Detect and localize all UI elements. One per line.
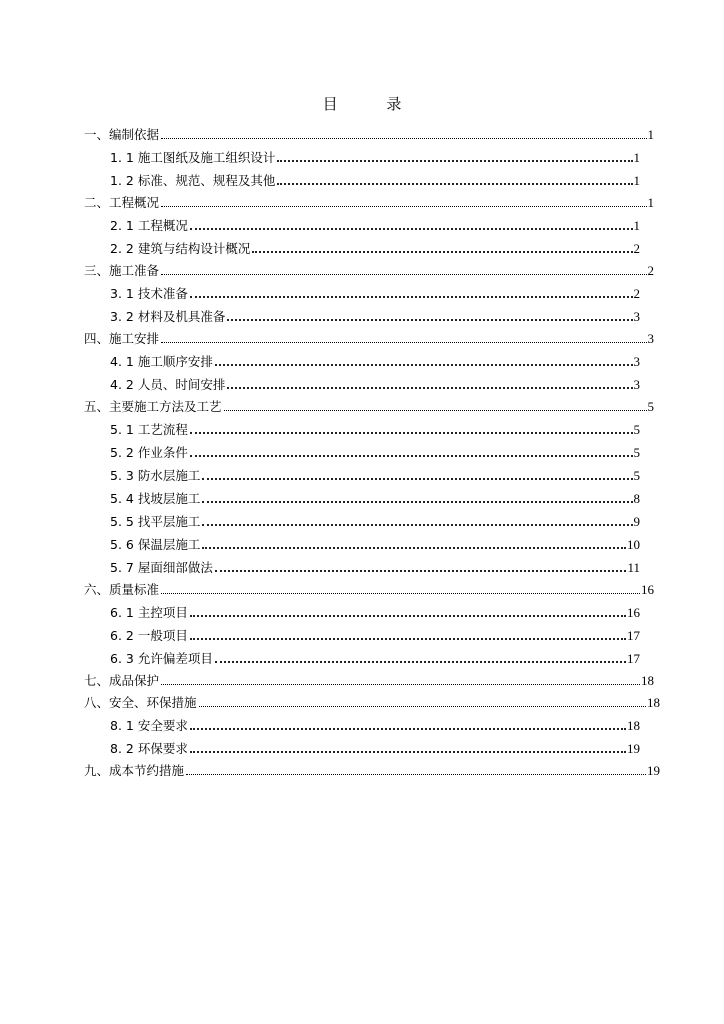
toc-page-number: 5	[647, 399, 654, 414]
toc-page-number: 3	[633, 377, 640, 392]
toc-section-entry[interactable]	[84, 392, 654, 414]
toc-subsection-entry[interactable]	[84, 301, 640, 324]
toc-entry-label: 5. 5 找平层施工	[110, 514, 201, 529]
toc-entry-label: 五、主要施工方法及工艺	[84, 399, 222, 414]
toc-dot-leader	[190, 296, 633, 298]
toc-entry-label: 3. 1 技术准备	[110, 286, 188, 301]
toc-entry-label: 5. 2 作业条件	[110, 445, 188, 460]
toc-page-number: 3	[647, 331, 654, 346]
toc-page-number: 3	[633, 354, 640, 369]
toc-section-entry[interactable]	[84, 756, 660, 778]
toc-page-number: 5	[633, 445, 640, 460]
toc-title: 目 录	[322, 95, 424, 113]
toc-entry-label: 8. 2 环保要求	[110, 741, 188, 756]
toc-dot-leader	[190, 228, 633, 230]
toc-dot-leader	[199, 706, 646, 707]
toc-entry-label: 6. 2 一般项目	[110, 628, 188, 643]
toc-dot-leader	[215, 570, 627, 572]
toc-entry-label: 六、质量标准	[84, 582, 160, 597]
toc-subsection-entry[interactable]	[84, 142, 640, 165]
toc-page-number: 2	[633, 286, 640, 301]
toc-dot-leader	[161, 342, 646, 343]
toc-dot-leader	[161, 138, 646, 139]
toc-entry-label: 2. 2 建筑与结构设计概况	[110, 241, 251, 256]
toc-entry-label: 1. 1 施工图纸及施工组织设计	[110, 150, 276, 165]
toc-section-entry[interactable]	[84, 666, 654, 688]
toc-entry-label: 三、施工准备	[84, 263, 160, 278]
toc-entry-label: 八、安全、环保措施	[84, 695, 197, 710]
toc-dot-leader	[161, 274, 646, 275]
toc-page-number: 19	[647, 763, 660, 778]
toc-entry-label: 一、编制依据	[84, 127, 160, 142]
toc-page-number: 10	[627, 537, 640, 552]
toc-page-number: 16	[641, 582, 654, 597]
toc-page-number: 5	[633, 422, 640, 437]
toc-dot-leader	[190, 455, 633, 457]
toc-page-number: 19	[627, 741, 640, 756]
toc-subsection-entry[interactable]	[84, 278, 640, 301]
toc-page-number: 17	[627, 628, 640, 643]
toc-dot-leader	[186, 774, 646, 775]
toc-page-number: 3	[633, 309, 640, 324]
toc-entry-label: 4. 2 人员、时间安排	[110, 377, 226, 392]
toc-subsection-entry[interactable]	[84, 733, 640, 756]
toc-dot-leader	[202, 524, 632, 526]
toc-subsection-entry[interactable]	[84, 437, 640, 460]
toc-section-entry[interactable]	[84, 324, 654, 346]
toc-subsection-entry[interactable]	[84, 643, 640, 666]
toc-subsection-entry[interactable]	[84, 346, 640, 369]
toc-page-number: 5	[633, 468, 640, 483]
toc-subsection-entry[interactable]	[84, 483, 640, 506]
toc-subsection-entry[interactable]	[84, 369, 640, 392]
toc-dot-leader	[202, 547, 626, 549]
toc-dot-leader	[190, 751, 626, 753]
toc-dot-leader	[190, 728, 626, 730]
toc-page-number: 18	[641, 673, 654, 688]
toc-subsection-entry[interactable]	[84, 165, 640, 188]
toc-subsection-entry[interactable]	[84, 620, 640, 643]
toc-page-number: 1	[647, 127, 654, 142]
toc-dot-leader	[161, 593, 640, 594]
toc-page-number: 2	[647, 263, 654, 278]
toc-entry-label: 5. 1 工艺流程	[110, 422, 188, 437]
toc-entry-label: 1. 2 标准、规范、规程及其他	[110, 173, 276, 188]
toc-entry-label: 九、成本节约措施	[84, 763, 185, 778]
toc-subsection-entry[interactable]	[84, 597, 640, 620]
toc-page-number: 9	[633, 514, 640, 529]
toc-entry-label: 8. 1 安全要求	[110, 718, 188, 733]
toc-page-number: 18	[627, 718, 640, 733]
toc-entry-label: 6. 1 主控项目	[110, 605, 188, 620]
toc-dot-leader	[190, 432, 633, 434]
toc-dot-leader	[227, 387, 632, 389]
toc-section-entry[interactable]	[84, 688, 660, 710]
toc-section-entry[interactable]	[84, 256, 654, 278]
toc-page-number: 1	[647, 195, 654, 210]
toc-entry-label: 七、成品保护	[84, 673, 160, 688]
toc-page-number: 1	[633, 218, 640, 233]
toc-entry-label: 5. 3 防水层施工	[110, 468, 201, 483]
toc-section-entry[interactable]	[84, 188, 654, 210]
toc-page-number: 18	[647, 695, 660, 710]
toc-entry-label: 5. 7 屋面细部做法	[110, 560, 213, 575]
toc-page-number: 11	[627, 560, 640, 575]
toc-entry-label: 5. 4 找坡层施工	[110, 491, 201, 506]
toc-entry-label: 二、工程概况	[84, 195, 160, 210]
toc-dot-leader	[161, 684, 640, 685]
toc-dot-leader	[190, 638, 626, 640]
toc-dot-leader	[190, 615, 626, 617]
toc-dot-leader	[215, 661, 626, 663]
toc-subsection-entry[interactable]	[84, 210, 640, 233]
toc-entry-label: 3. 2 材料及机具准备	[110, 309, 226, 324]
toc-dot-leader	[227, 319, 632, 321]
toc-dot-leader	[202, 501, 632, 503]
toc-page-number: 2	[633, 241, 640, 256]
toc-dot-leader	[252, 251, 632, 253]
toc-subsection-entry[interactable]	[84, 233, 640, 256]
toc-dot-leader	[202, 478, 632, 480]
toc-entry-label: 5. 6 保温层施工	[110, 537, 201, 552]
toc-entry-label: 6. 3 允许偏差项目	[110, 651, 213, 666]
toc-entry-label: 2. 1 工程概况	[110, 218, 188, 233]
toc-dot-leader	[161, 206, 646, 207]
toc-dot-leader	[277, 183, 632, 185]
toc-subsection-entry[interactable]	[84, 529, 640, 552]
toc-subsection-entry[interactable]	[84, 552, 640, 575]
toc-page-number: 17	[627, 651, 640, 666]
toc-page-number: 1	[633, 150, 640, 165]
toc-dot-leader	[224, 410, 647, 411]
toc-section-entry[interactable]	[84, 120, 654, 142]
toc-page-number: 8	[633, 491, 640, 506]
toc-subsection-entry[interactable]	[84, 710, 640, 733]
toc-dot-leader	[215, 364, 633, 366]
toc-subsection-entry[interactable]	[84, 506, 640, 529]
toc-dot-leader	[277, 160, 632, 162]
toc-entry-label: 四、施工安排	[84, 331, 160, 346]
toc-entry-label: 4. 1 施工顺序安排	[110, 354, 213, 369]
toc-subsection-entry[interactable]	[84, 414, 640, 437]
toc-section-entry[interactable]	[84, 575, 654, 597]
toc-page-number: 16	[627, 605, 640, 620]
toc-page-number: 1	[633, 173, 640, 188]
toc-subsection-entry[interactable]	[84, 460, 640, 483]
toc-list	[84, 120, 660, 778]
